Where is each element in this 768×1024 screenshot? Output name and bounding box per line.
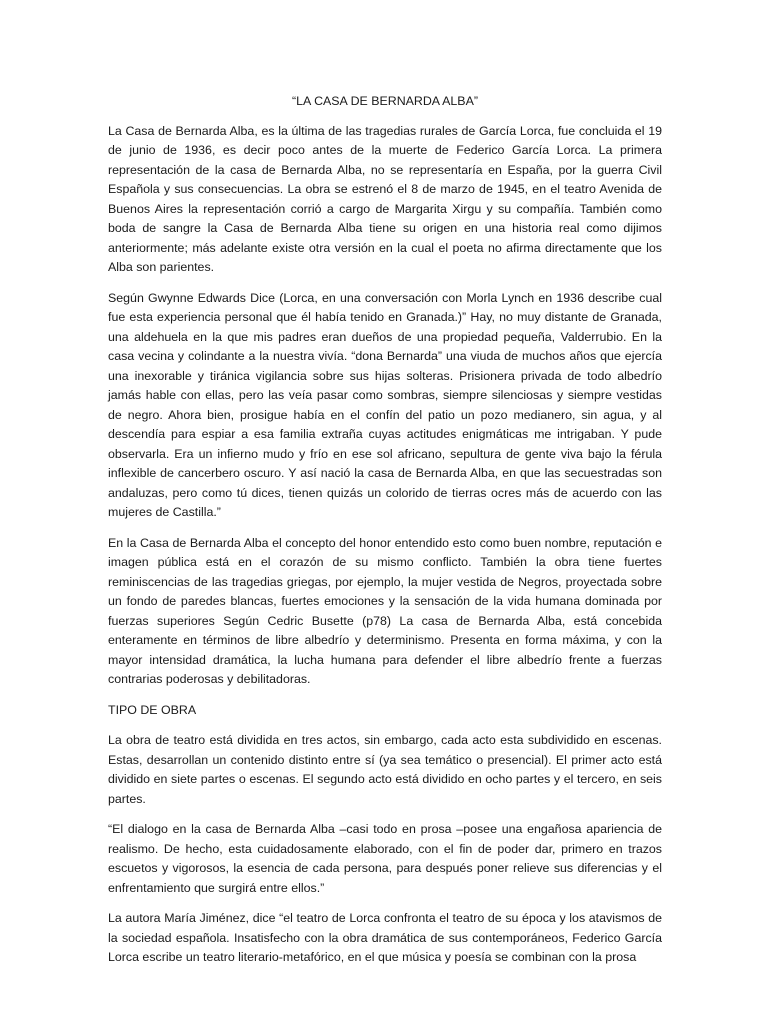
paragraph-honor: En la Casa de Bernarda Alba el concepto del honor entendido esto como buen nombre, reputación e imagen pública está en el corazón de su mismo conflicto. También la obra tiene fuertes reminiscencias de las tragedias griegas, por ejemplo, la mujer vestida de Negros, proyectada sobre un fondo de paredes blancas, fuertes emociones y la sensación de la vida humana dominada por fuerzas superiores Según Cedric Busette (p78) La casa de Bernarda Alba, está concebida enteramente en términos de libre albedrío y determinismo. Presenta en forma máxima, y con la mayor intensidad dramática, la lucha humana para defender el libre albedrío frente a fuerzas contrarias poderosas y debilitadoras. (108, 535, 662, 686)
paragraph-gwynne-edwards: Según Gwynne Edwards Dice (Lorca, en una conversación con Morla Lynch en 1936 describe cual fue esta experiencia personal que él había tenido en Granada.)” Hay, no muy distante de Granada, una aldehuela en la que mis padres eran dueños de una propiedad pequeña, Valderrubio. En la casa vecina y colindante a la nuestra vivía. “dona Bernarda” una viuda de muchos años que ejercía una inexorable y tiránica vigilancia sobre sus hijas solteras. Prisionera privada de todo albedrío jamás hable con ellas, pero las veía pasar como sombras, siempre silenciosas y siempre vestidas de negro. Ahora bien, prosigue había en el confín del patio un pozo medianero, sin agua, y al descendía para espiar a esa familia extraña cuyas actitudes enigmáticas me intrigaban. Y pude observarla. Era un infierno mudo y frío en ese sol africano, sepultura de gente viva bajo la férula inflexible de cancerbero oscuro. Y así nació la casa de Bernarda Alba, en que las secuestradas son andaluzas, pero como tú dices, tienen quizás un colorido de tierras ocres más de acuerdo con las mujeres de Castilla.” (108, 290, 662, 519)
document-page (108, 92, 662, 979)
section-heading-tipo-de-obra: TIPO DE OBRA (108, 702, 197, 717)
paragraph-maria-jimenez: La autora María Jiménez, dice “el teatro de Lorca confronta el teatro de su época y los atavismos de la sociedad española. Insatisfecho con la obra dramática de sus contemporáneos, Federico García Lorca escribe un teatro literario-metafórico, en el que música y poesía se combinan con la prosa (108, 911, 662, 964)
paragraph-actos: La obra de teatro está dividida en tres actos, sin embargo, cada acto esta subdividido en escenas. Estas, desarrollan un contenido distinto entre sí (ya sea temático o presencial). El primer acto está dividido en siete partes o escenas. El segundo acto está dividido en ocho partes y el tercero, en seis partes. (108, 733, 662, 806)
paragraph-intro: La Casa de Bernarda Alba, es la última de las tragedias rurales de García Lorca, fue concluida el 19 de junio de 1936, es decir poco antes de la muerte de Federico García Lorca. La primera representación de la casa de Bernarda Alba, no se representaría en España, por la guerra Civil Española y sus consecuencias. La obra se estrenó el 8 de marzo de 1945, en el teatro Avenida de Buenos Aires la representación corrió a cargo de Margarita Xirgu y su compañía. También como boda de sangre la Casa de Bernarda Alba tiene su origen en una historia real como dijimos anteriormente; más adelante existe otra versión en la cual el poeta no afirma directamente que los Alba son parientes. (108, 123, 662, 274)
document-title: “LA CASA DE BERNARDA ALBA” (292, 94, 478, 108)
paragraph-dialogo: “El dialogo en la casa de Bernarda Alba –casi todo en prosa –posee una engañosa apariencia de realismo. De hecho, esta cuidadosamente elaborado, con el fin de poder dar, primero en trazos escuetos y vigorosos, la esencia de cada persona, para después poner relieve sus diferencias y el enfrentamiento que surgirá entre ellos.” (108, 822, 662, 895)
